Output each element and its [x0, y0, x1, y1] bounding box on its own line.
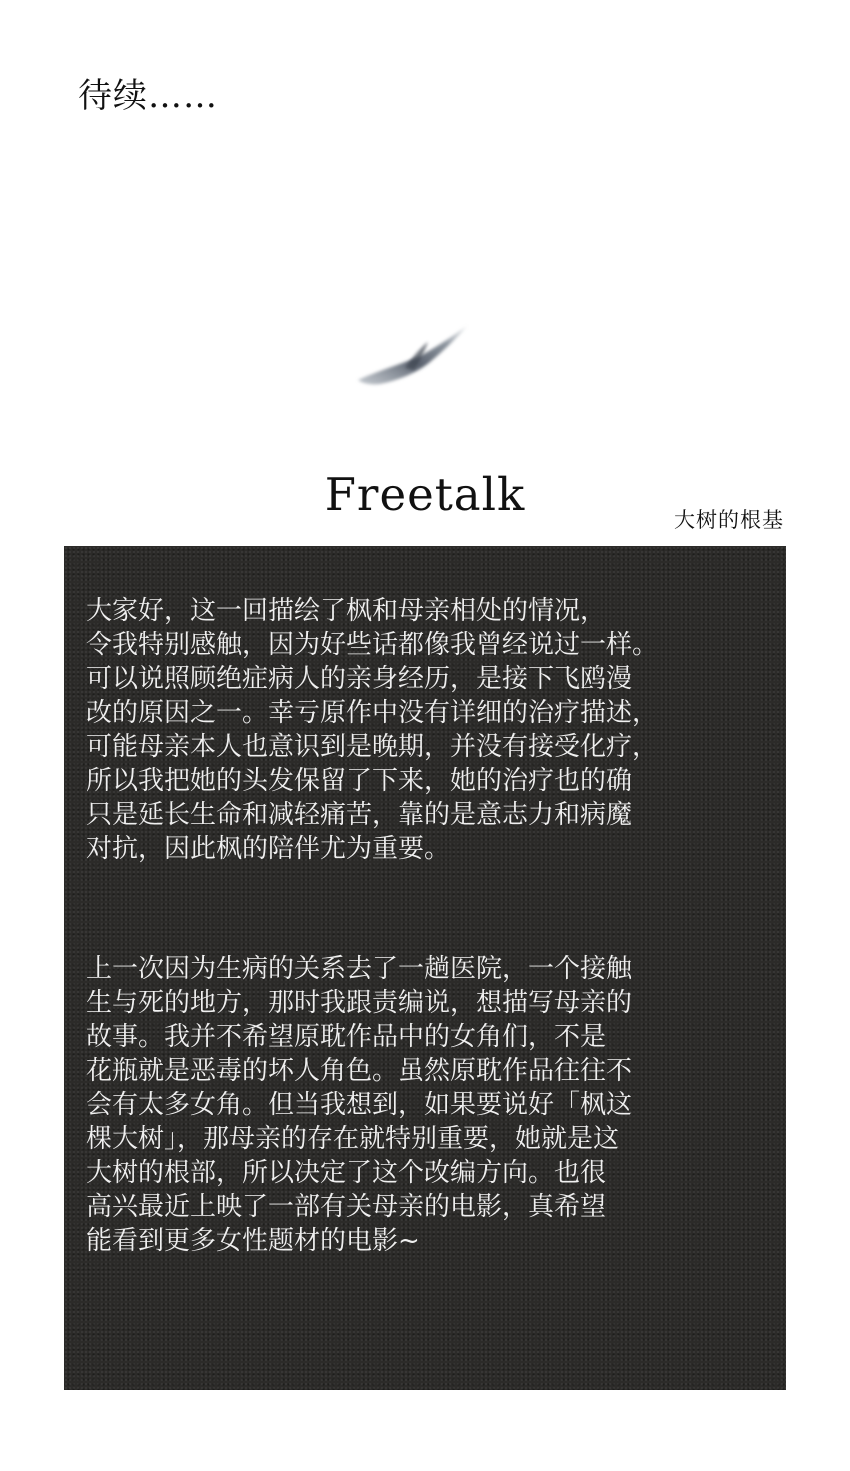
text-line: 能看到更多女性题材的电影~	[86, 1226, 420, 1256]
text-line: 所以我把她的头发保留了下来，她的治疗也的确	[86, 766, 633, 796]
text-line: 故事。我并不希望原耽作品中的女角们，不是	[86, 1022, 607, 1052]
text-line: 可能母亲本人也意识到是晚期，并没有接受化疗，	[86, 732, 659, 762]
text-line: 可以说照顾绝症病人的亲身经历，是接下飞鸥漫	[86, 664, 633, 694]
text-line: 大树的根部，所以决定了这个改编方向。也很	[86, 1158, 607, 1188]
text-line: 棵大树」，那母亲的存在就特别重要，她就是这	[86, 1124, 620, 1154]
to-be-continued-text: 待续……	[78, 76, 218, 116]
text-line: 花瓶就是恶毒的坏人角色。虽然原耽作品往往不	[86, 1056, 633, 1086]
freetalk-paragraph	[86, 952, 786, 1258]
freetalk-panel	[64, 546, 786, 1390]
freetalk-title: Freetalk	[324, 468, 526, 521]
text-line: 大家好，这一回描绘了枫和母亲相处的情况，	[86, 596, 607, 626]
text-line: 只是延长生命和减轻痛苦，靠的是意志力和病魔	[86, 800, 633, 830]
text-line: 高兴最近上映了一部有关母亲的电影，真希望	[86, 1192, 607, 1222]
text-line: 上一次因为生病的关系去了一趟医院，一个接触	[86, 954, 633, 984]
flying-bird-icon	[350, 318, 475, 393]
freetalk-subtitle: 大树的根基	[674, 508, 784, 532]
text-line: 令我特别感触，因为好些话都像我曾经说过一样。	[86, 630, 659, 660]
text-line: 对抗，因此枫的陪伴尤为重要。	[86, 834, 451, 864]
text-line: 改的原因之一。幸亏原作中没有详细的治疗描述，	[86, 698, 659, 728]
text-line: 生与死的地方，那时我跟责编说，想描写母亲的	[86, 988, 633, 1018]
text-line: 会有太多女角。但当我想到，如果要说好「枫这	[86, 1090, 633, 1120]
freetalk-paragraph	[86, 594, 786, 866]
